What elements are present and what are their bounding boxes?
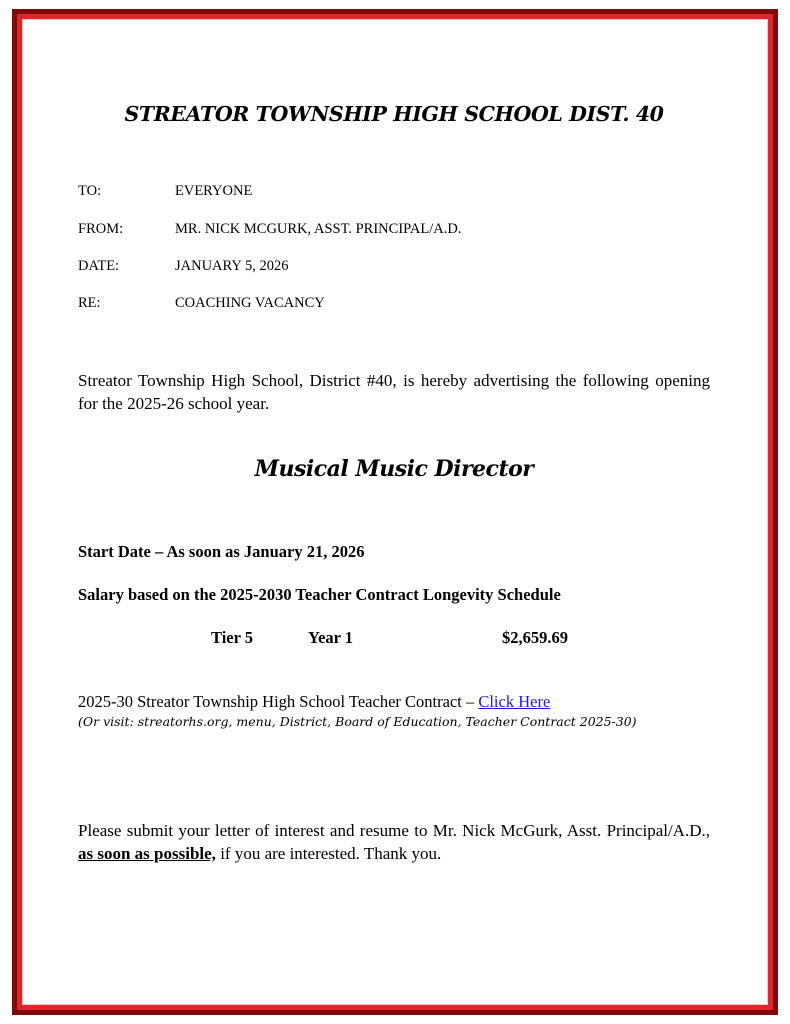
memo-re-label: RE: [78,295,101,311]
memo-to-label: TO: [78,183,102,199]
intro-paragraph: Streator Township High School, District #40, is hereby advertising the following opening for the 2025-26 school year. [78,371,710,413]
position-title: Musical Music Director [254,456,534,482]
memo-from-label: FROM: [78,221,124,237]
salary-tier: Tier 5 [211,628,254,647]
contract-text: 2025-30 Streator Township High School Teacher Contract – [78,692,479,711]
memo-from-value: MR. NICK MCGURK, ASST. PRINCIPAL/A.D. [175,221,462,237]
salary-year: Year 1 [308,628,354,647]
salary-amount: $2,659.69 [502,628,568,647]
start-date: Start Date – As soon as January 21, 2026 [78,542,365,561]
closing-paragraph [78,819,710,865]
contract-link[interactable]: Click Here [478,692,551,711]
closing-text-2: if you are interested. Thank you. [215,844,442,863]
visit-note: (Or visit: streatorhs.org, menu, District, Board of Education, Teacher Contract 2025-30) [78,714,637,729]
document-title: STREATOR TOWNSHIP HIGH SCHOOL DIST. 40 [124,102,664,126]
memo-date-label: DATE: [78,258,120,274]
closing-emphasis: as soon as possible, [78,844,216,863]
memo-re-value: COACHING VACANCY [175,295,325,311]
memo-date-value: JANUARY 5, 2026 [175,258,289,274]
closing-text-1: Please submit your letter of interest and resume to Mr. Nick McGurk, Asst. Principal/A.D., [78,821,710,840]
contract-line [78,692,550,712]
salary-basis: Salary based on the 2025-2030 Teacher Contract Longevity Schedule [78,585,561,604]
memo-to-value: EVERYONE [175,183,253,199]
